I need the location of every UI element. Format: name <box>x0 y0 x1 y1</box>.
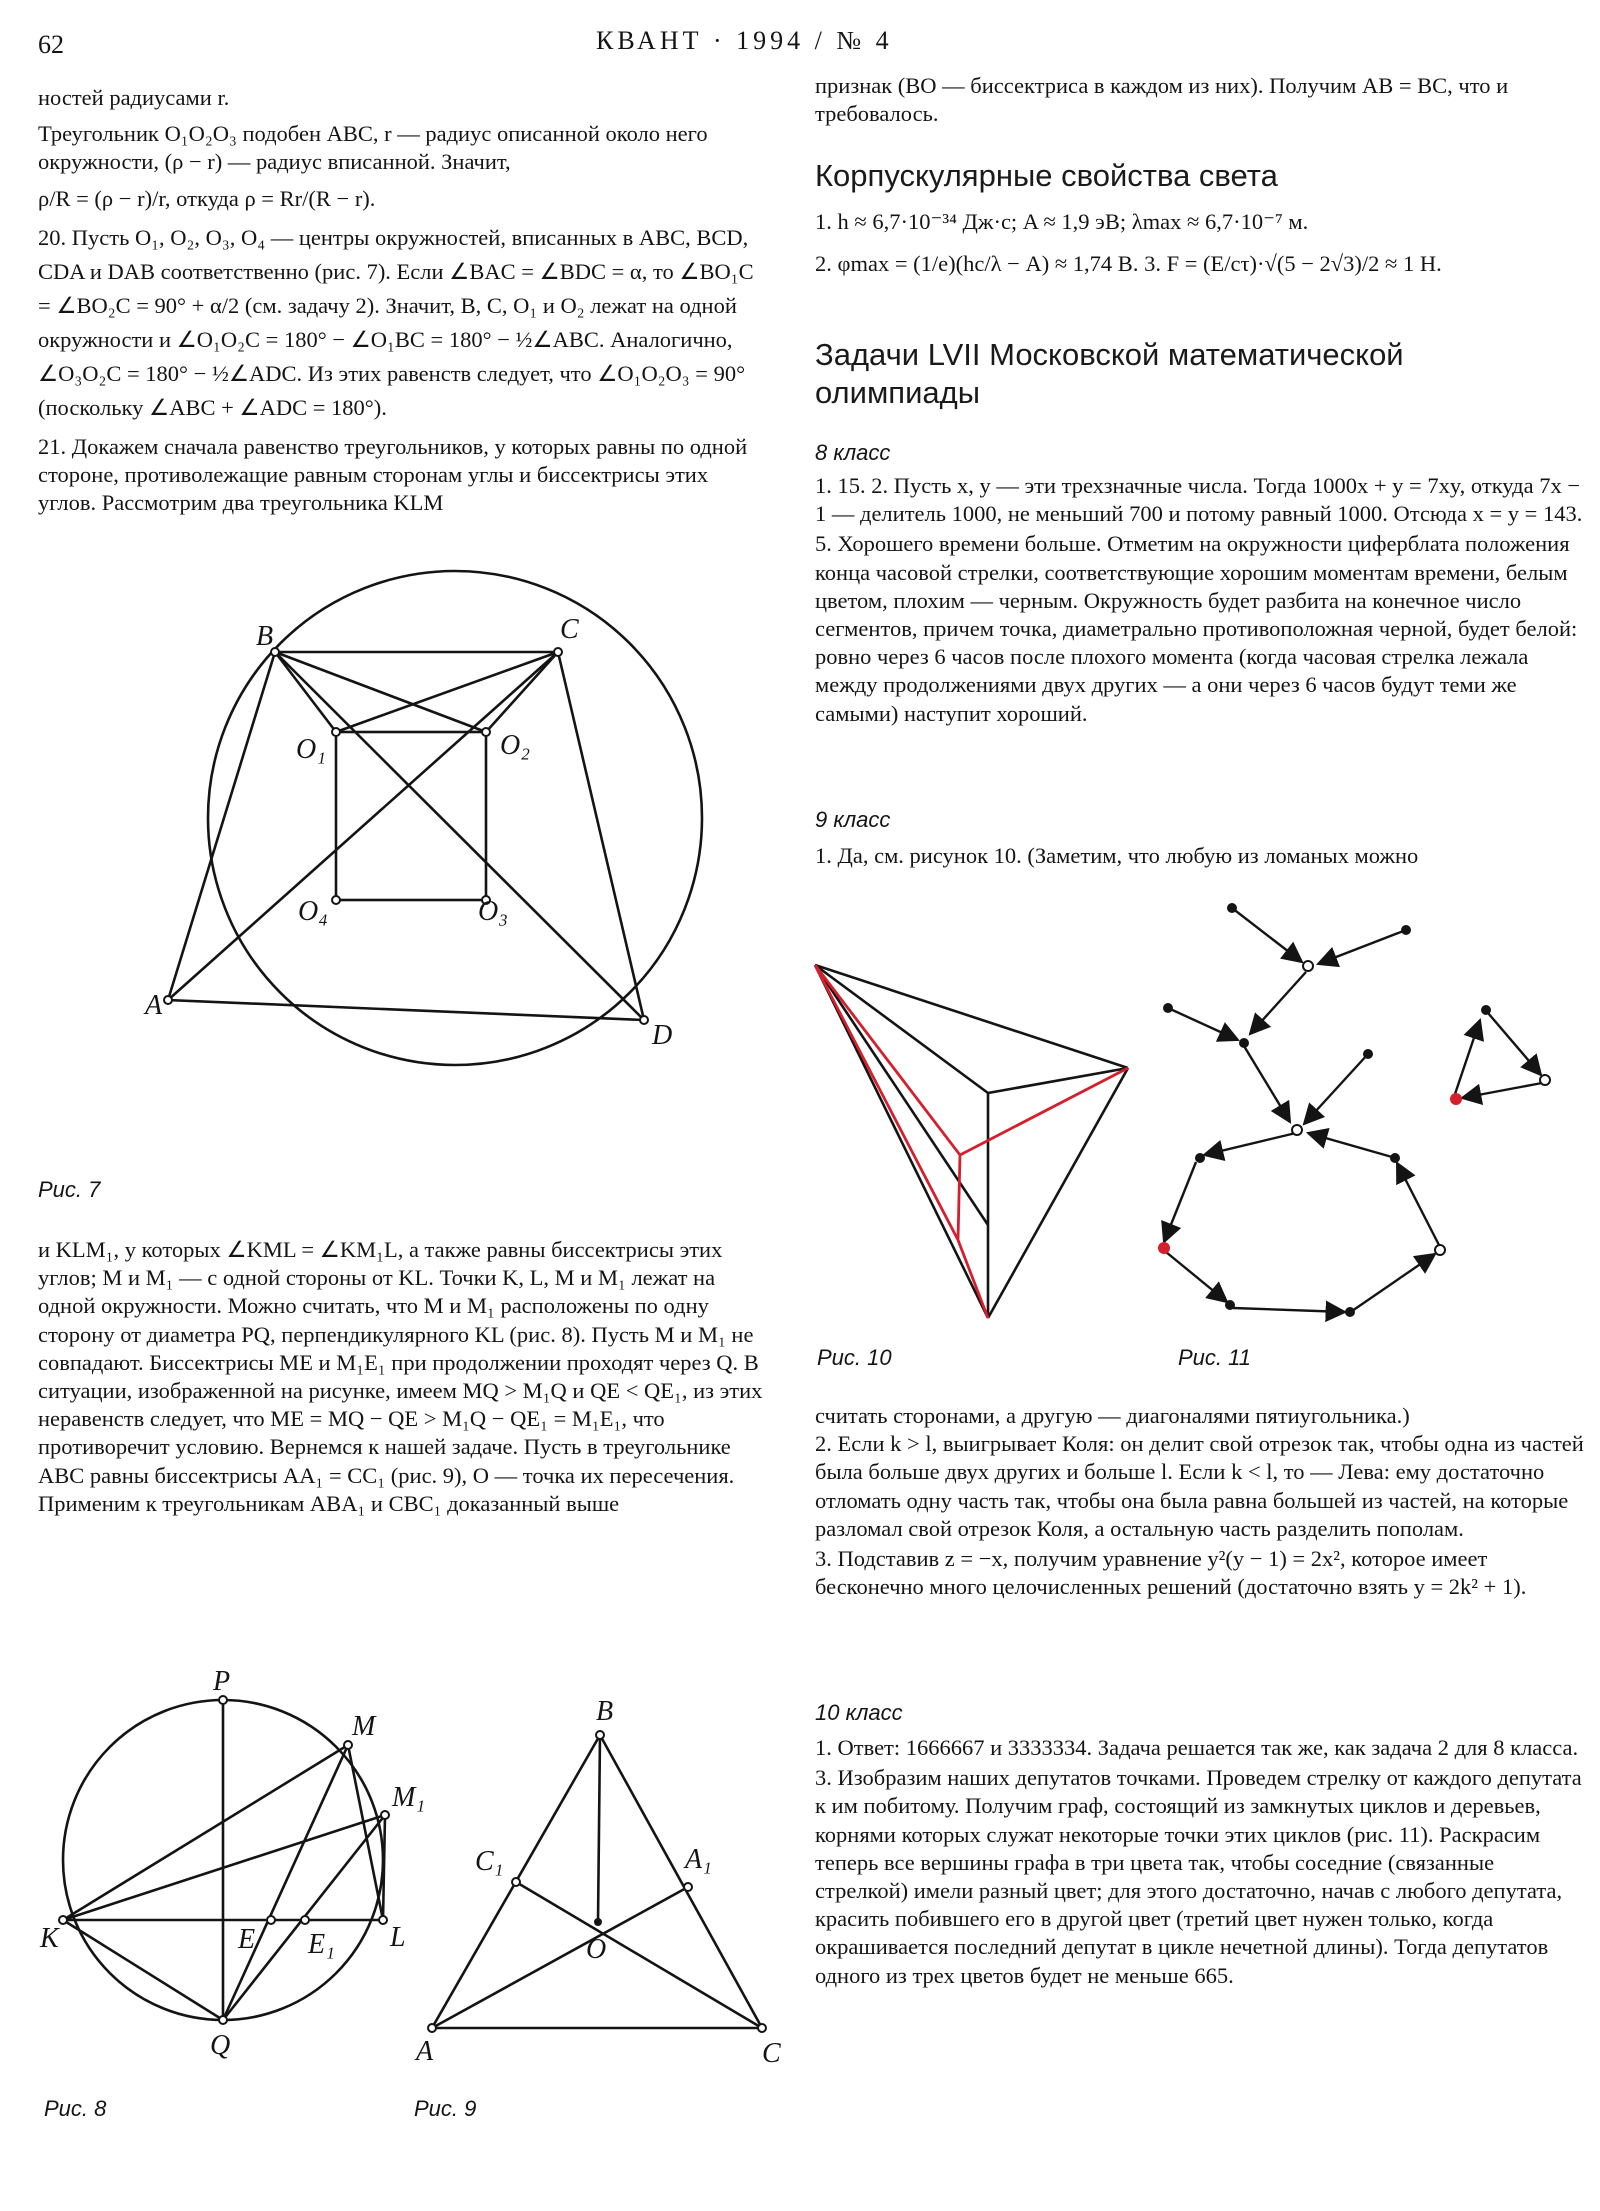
paragraph: 2. Если k > l, выигрывает Коля: он делит свой отрезок так, чтобы одна из частей была больше двух других и больше l. Если k < l, то — Лева: ему достаточно отломать одну часть так, чтобы она была равна большей из частей, на которые разломал свой отрезок Коля, а остальную часть разделить пополам. <box>815 1431 1584 1541</box>
label-M: M <box>352 1711 376 1742</box>
physics-answers <box>815 208 1585 278</box>
paragraph: 5. Хорошего времени больше. Отметим на окружности циферблата положения конца часовой стрелки, соответствующие хорошим моментам времени, белым цветом, плохим — черным. Окружность будет разбита на конечное число сегментов, причем точка, диаметрально противоположная черной, будет белой: ровно через 6 часов после плохого момента (когда часовая стрелка лежала между продолжениями двух других — а они через 6 часов будут теми же самыми) наступит хороший. <box>815 531 1578 726</box>
section-title-line: олимпиады <box>815 375 980 410</box>
paragraph: 1. Ответ: 1666667 и 3333334. Задача решается так же, как задача 2 для 8 класса. <box>815 1735 1579 1760</box>
paragraph: 1. 15. 2. Пусть x, y — эти трехзначные числа. Тогда 1000x + y = 7xy, откуда 7x − 1 — делитель 1000, не меньший 700 и потому равный 1000. Отсюда x = y = 143. <box>815 473 1583 527</box>
grade-8-text <box>815 472 1585 728</box>
label-K: K <box>40 1923 59 1954</box>
figure-8 <box>36 1645 436 2065</box>
label-O: O <box>586 1934 607 1965</box>
paragraph: Треугольник O₁O₂O₃ подобен ABC, r — радиус описанной около него окружности, (ρ − r) — радиус вписанной. Значит, <box>38 121 708 175</box>
grade-10-heading: 10 класс <box>815 1700 903 1725</box>
section-title-corpuscular: Корпускулярные свойства света <box>815 158 1278 193</box>
right-text-top <box>815 72 1585 128</box>
label-Q: Q <box>210 2030 231 2061</box>
label-E1: E₁ <box>308 1929 335 1960</box>
page-number: 62 <box>38 30 64 59</box>
paragraph: считать сторонами, а другую — диагоналями пятиугольника.) <box>815 1403 1410 1428</box>
label-O4: O₄ <box>298 896 328 927</box>
paragraph: 1. Да, см. рисунок 10. (Заметим, что любую из ломаных можно <box>815 843 1419 868</box>
left-text-bottom <box>38 1236 768 1518</box>
section-title-olympiad <box>815 336 1404 412</box>
label-B: B <box>256 621 274 652</box>
grade-10-text <box>815 1734 1585 1990</box>
paragraph: признак (BO — биссектриса в каждом из них). Получим AB = BC, что и требовалось. <box>815 73 1509 127</box>
label-A: A <box>416 2036 434 2067</box>
left-text-top <box>38 84 768 517</box>
caption-fig10: Рис. 10 <box>817 1345 892 1370</box>
label-E: E <box>238 1924 256 1955</box>
grade-8-heading: 8 класс <box>815 440 891 465</box>
paragraph: 3. Изобразим наших депутатов точками. Проведем стрелку от каждого депутата к им побитому. Получим граф, состоящий из замкнутых циклов и деревьев, корнями которых служат некоторые точки этих циклов (рис. 11). Раскрасим теперь все вершины графа в три цвета так, чтобы соседние (связанные стрелкой) имели разный цвет; для этого достаточно, начав с любого депутата, красить побившего его в другой цвет (третий цвет нужен только, когда окрашивается последний депутат в цикле нечетной длины). Тогда депутатов одного из трех цветов будет не меньше 665. <box>815 1765 1582 1988</box>
paragraph: 3. Подставив z = −x, получим уравнение y²(y − 1) = 2x², которое имеет бесконечно много целочисленных решений (достаточно взять y = 2k² + 1). <box>815 1546 1527 1600</box>
label-O2: O₂ <box>500 730 530 761</box>
caption-fig7: Рис. 7 <box>38 1177 101 1202</box>
label-O3: O₃ <box>478 896 508 927</box>
formula: 1. h ≈ 6,7·10⁻³⁴ Дж·с; A ≈ 1,9 эВ; λmax ≈ 6,7·10⁻⁷ м. <box>815 209 1309 234</box>
figure-9 <box>405 1690 790 2070</box>
label-A1: A₁ <box>685 1844 712 1875</box>
grade-9-heading: 9 класс <box>815 807 891 832</box>
label-A: A <box>145 990 163 1021</box>
label-D: D <box>652 1020 673 1051</box>
paragraph: 20. Пусть O₁, O₂, O₃, O₄ — центры окружностей, вписанных в ABC, BCD, CDA и DAB соответственно (рис. 7). Если ∠BAC = ∠BDC = α, то ∠BO₁C = ∠BO₂C = 90° + α/2 (см. задачу 2). Значит, B, C, O₁ и O₂ лежат на одной окружности и ∠O₁O₂C = 180° − ∠O₁BC = 180° − ½∠ABC. Аналогично, ∠O₃O₂C = 180° − ½∠ADC. Из этих равенств следует, что ∠O₁O₂O₃ = 90° (поскольку ∠ABC + ∠ADC = 180°). <box>38 224 754 420</box>
label-P: P <box>213 1666 231 1697</box>
paragraph: ностей радиусами r. <box>38 85 230 110</box>
formula: 2. φmax = (1/e)(hc/λ − A) ≈ 1,74 В. 3. F = (E/cτ)·√(5 − 2√3)/2 ≈ 1 Н. <box>815 251 1442 277</box>
grade-9-text <box>815 842 1585 870</box>
label-M1: M₁ <box>392 1782 426 1813</box>
figure-10 <box>808 955 1140 1325</box>
journal-title: КВАНТ · 1994 / № 4 <box>596 26 893 55</box>
grade-9-text-continued <box>815 1402 1585 1601</box>
figure-11 <box>1150 895 1565 1325</box>
paragraph: и KLM₁, у которых ∠KML = ∠KM₁L, а также равны биссектрисы этих углов; M и M₁ — с одной стороны от KL. Точки K, L, M и M₁ лежат на одной окружности. Можно считать, что M и M₁ расположены по одну сторону от диаметра PQ, перпендикулярного KL (рис. 8). Пусть M и M₁ не совпадают. Биссектрисы ME и M₁E₁ при продолжении проходят через Q. В ситуации, изображенной на рисунке, имеем MQ > M₁Q и QE < QE₁, из этих неравенств следует, что ME = MQ − QE > M₁Q − QE₁ = M₁E₁, что противоречит условию. Вернемся к нашей задаче. Пусть в треугольнике ABC равны биссектрисы AA₁ = CC₁ (рис. 9), O — точка их пересечения. Применим к треугольникам ABA₁ и CBC₁ доказанный выше <box>38 1237 763 1516</box>
caption-fig11: Рис. 11 <box>1178 1345 1251 1370</box>
label-O1: O₁ <box>296 734 326 765</box>
label-C: C <box>762 2038 781 2069</box>
formula: ρ/R = (ρ − r)/r, откуда ρ = Rr/(R − r). <box>38 185 376 211</box>
label-C: C <box>560 614 579 645</box>
label-C1: C₁ <box>475 1846 504 1877</box>
label-L: L <box>390 1922 406 1953</box>
figure-7 <box>145 614 710 1085</box>
label-B: B <box>596 1696 614 1727</box>
caption-fig8: Рис. 8 <box>44 2096 107 2121</box>
caption-fig9: Рис. 9 <box>414 2096 477 2121</box>
section-title-line: Задачи LVII Московской математической <box>815 337 1404 372</box>
paragraph: 21. Докажем сначала равенство треугольников, у которых равны по одной стороне, противолежащие равным сторонам углы и биссектрисы этих углов. Рассмотрим два треугольника KLM <box>38 433 748 516</box>
